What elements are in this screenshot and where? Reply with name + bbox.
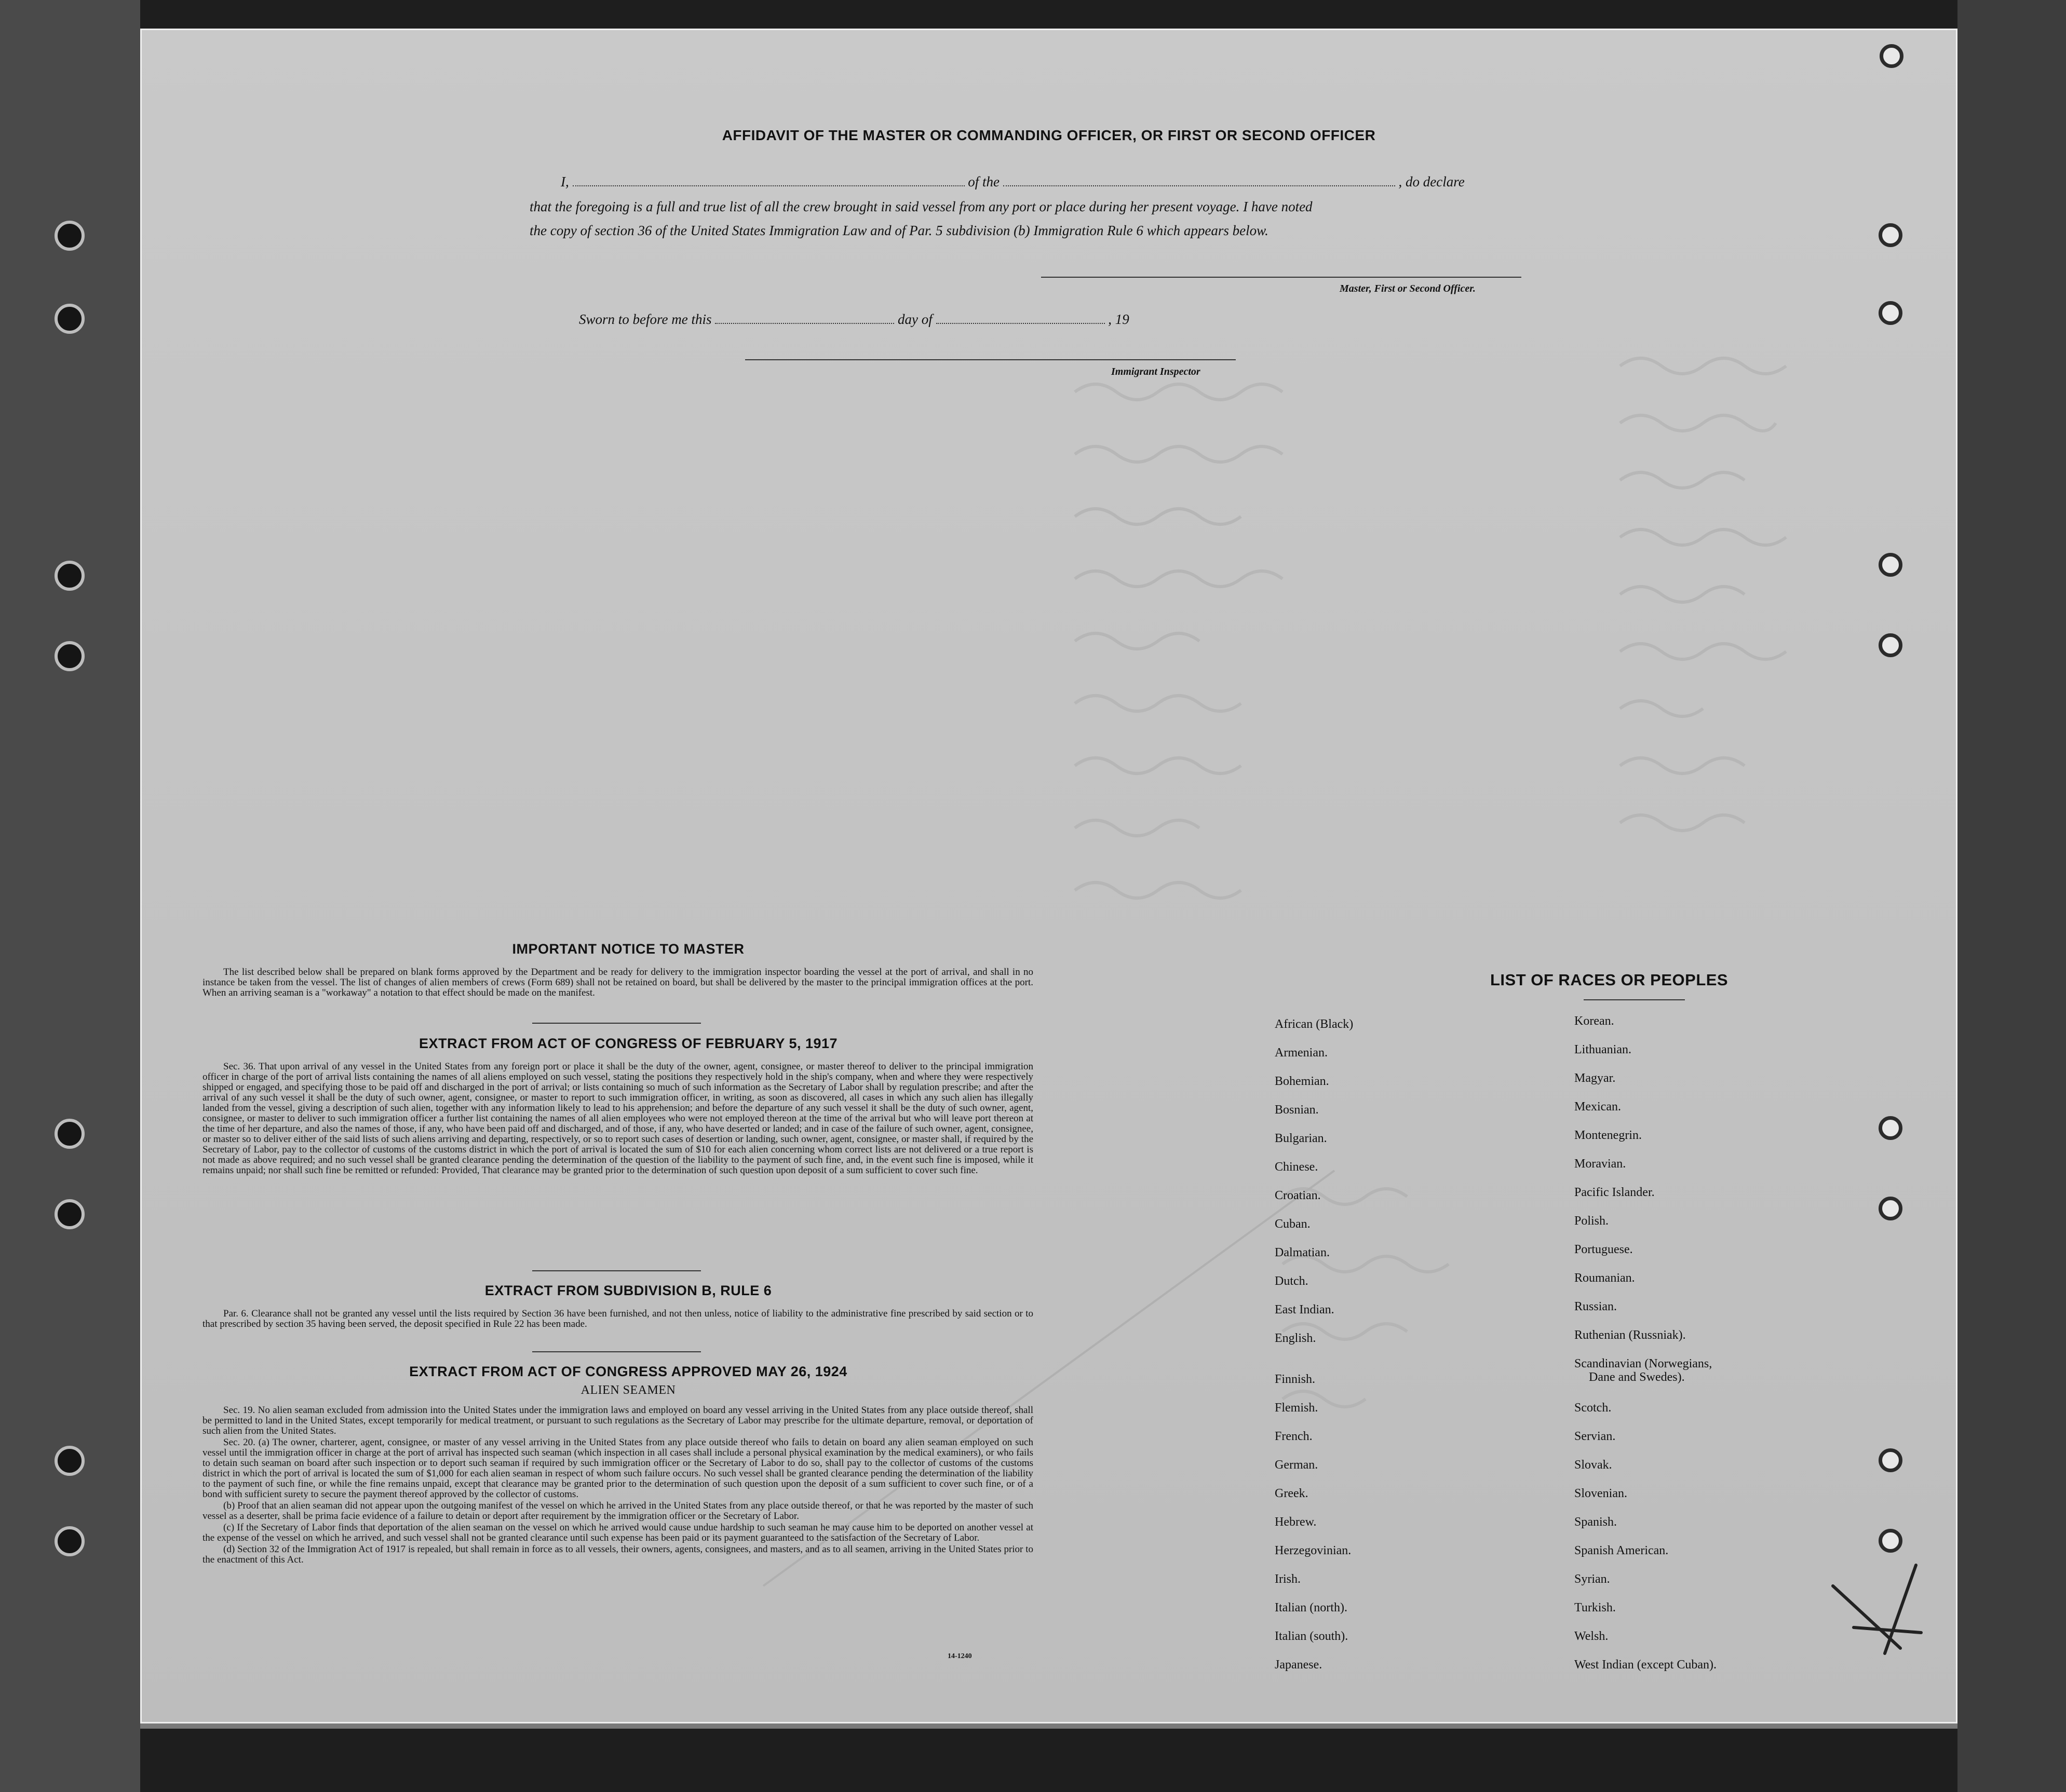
punch-hole-icon (55, 304, 85, 334)
extract-rule6-title: EXTRACT FROM SUBDIVISION B, RULE 6 (484, 1283, 772, 1298)
pencil-annotation-icon (1822, 1555, 1926, 1669)
left-binding-strip (0, 0, 140, 1792)
officer-name-field[interactable] (573, 185, 965, 186)
notice-title: IMPORTANT NOTICE TO MASTER (512, 941, 745, 957)
affidavit-declare-label: , do declare (1398, 174, 1465, 189)
affidavit-of-label: of the (968, 174, 1000, 189)
race-item: Bulgarian. (1275, 1132, 1327, 1145)
notice-text: The list described below shall be prepared on blank forms approved by the Department and be ready for delivery to the immigration inspector boarding the vessel at the port of arrival, and shall in no instance be taken from the vessel. The list of changes of alien members of crews (Form 689) shall not be retained on board, but shall be delivered by the master to the principal immigration offices at the port. When an arriving seaman is a "workaway" a notation to that effect should be made on the manifest. (202, 967, 1033, 998)
notice-body (202, 967, 1033, 999)
extract-1924-title: EXTRACT FROM ACT OF CONGRESS APPROVED MAY 26, 1924 (409, 1364, 847, 1379)
race-item: West Indian (except Cuban). (1574, 1658, 1717, 1672)
punch-hole-icon (55, 1526, 85, 1556)
race-item: Greek. (1275, 1487, 1308, 1500)
punch-hole-icon (55, 1119, 85, 1149)
race-item: Mexican. (1574, 1100, 1621, 1114)
race-item: Dane and Swedes). (1589, 1370, 1685, 1384)
punch-hole-icon (55, 221, 85, 251)
extract-rule6-body (202, 1309, 1033, 1331)
race-item: Herzegovinian. (1275, 1544, 1352, 1557)
race-item: Spanish. (1574, 1515, 1617, 1529)
race-item: Russian. (1574, 1300, 1617, 1313)
vessel-name-field[interactable] (1003, 185, 1395, 186)
extract-1924-p2: Sec. 20. (a) The owner, charterer, agent, consignee, or master of any vessel arriving in the United States from any place outside thereof who fails to detain on board any alien seaman employed on such vessel until the immigration officer in charge at the port of arrival has inspected such seaman (which inspection in all cases shall include a personal physical examination by the medical examiners), or who fails to detain such seaman on board after such inspection or to deport such seaman if required by such immigration officer or the Secretary of Labor to do so, shall pay to the collector of customs of the customs district in which the port of arrival is located the sum of $1,000 for each alien seaman in respect of whom such failure occurs. No such vessel shall be granted clearance pending the determination of the liability to the payment of such fine, or while the fine remains unpaid, except that clearance may be granted prior to the determination of such question upon the deposit of a sum sufficient to cover such fine, or of a bond with sufficient surety to secure the payment thereof approved by the collector of customs. (202, 1437, 1033, 1500)
race-item: Scotch. (1574, 1401, 1612, 1415)
race-item: Pacific Islander. (1574, 1186, 1655, 1199)
extract-1917-text: Sec. 36. That upon arrival of any vessel in the United States from any foreign port or place it shall be the duty of the owner, agent, consignee, or master thereof to deliver to the principal immigration officer in charge of the port of arrival lists containing the names of all aliens employed on such vessel, stating the positions they respectively hold in the ship's company, when and where they were respectively shipped or engaged, and specifying those to be paid off and discharged in the port of arrival; or lists containing so much of such information as the Secretary of Labor shall by regulation prescribe; and after the arrival of any such vessel it shall be the duty of such owner, agent, consignee, or master to report to such immigration officer, in writing, as soon as discovered, all cases in which any such alien has illegally landed from the vessel, giving a description of such alien, together with any information likely to lead to his apprehension; and before the departure of any such vessel it shall be the duty of such owner, agent, consignee, or master to deliver to such immigration officer a further list containing the names of all alien employees who were not employed thereon at the time of the arrival but who will leave port thereon at the time of her departure, and also the names of those, if any, who have been paid off and discharged, and of those, if any, who have deserted or landed; and in case of the failure of such owner, agent, consignee, or master so to deliver either of the said lists of such aliens arriving and departing, respectively, or so to report such cases of desertion or landing, such owner, agent, consignee, or master shall, if required by the Secretary of Labor, pay to the collector of customs of the customs district in which the port of arrival is located the sum of $10 for each alien concerning whom correct lists are not delivered or a true report is not made as above required; and no such vessel shall be granted clearance pending the determination of the question of the liability to the payment of such fine, and, in the event such fine is imposed, while it remains unpaid; nor shall such fine be remitted or refunded: Provided, That clearance may be granted prior to the determination of such question upon deposit of a sum sufficient to cover such fine. (202, 1061, 1033, 1176)
race-item: Ruthenian (Russniak). (1574, 1328, 1686, 1342)
divider (532, 1270, 701, 1271)
affidavit-line-3: the copy of section 36 of the United States Immigration Law and of Par. 5 subdivision (b) Immigration Rule 6 which appears below. (530, 223, 1268, 238)
master-signature-line[interactable] (1041, 277, 1521, 278)
race-item: Cuban. (1275, 1217, 1311, 1231)
race-item: Croatian. (1275, 1189, 1321, 1202)
manifest-page (140, 29, 1957, 1723)
right-scan-edge (1957, 0, 2066, 1792)
inspector-signature-line[interactable] (745, 359, 1236, 360)
divider (1584, 999, 1685, 1000)
race-item: Japanese. (1275, 1658, 1322, 1672)
affidavit-title: AFFIDAVIT OF THE MASTER OR COMMANDING OFFICER, OR FIRST OR SECOND OFFICER (722, 127, 1376, 143)
race-item: Portuguese. (1574, 1243, 1633, 1256)
punch-hole-icon (55, 1199, 85, 1229)
punch-hole-icon (55, 1446, 85, 1476)
race-item: Finnish. (1275, 1373, 1316, 1386)
race-item: Irish. (1275, 1572, 1301, 1586)
race-item: Moravian. (1574, 1157, 1626, 1171)
race-item: East Indian. (1275, 1303, 1334, 1316)
race-item: Roumanian. (1574, 1271, 1635, 1285)
extract-rule6-text: Par. 6. Clearance shall not be granted any vessel until the lists required by Section 36 have been furnished, and not then unless, notice of liability to the administrative fine prescribed by said section or to that prescribed by section 35 having been served, the deposit specified in Rule 22 has been made. (202, 1308, 1033, 1329)
race-item: Spanish American. (1574, 1544, 1669, 1557)
race-item: Scandinavian (Norwegians, (1574, 1357, 1712, 1370)
extract-1924-p4: (c) If the Secretary of Labor finds that deportation of the alien seaman on the vessel on which he arrived would cause undue hardship to such seaman he may cause him to be deported on another vessel at the expense of the vessel on which he arrived, and such vessel shall not be granted clearance until such expense has been paid or its payment guaranteed to the satisfaction of the Secretary of Labor. (202, 1522, 1033, 1543)
master-signature-caption: Master, First or Second Officer. (1340, 283, 1476, 294)
race-item: Chinese. (1275, 1160, 1318, 1174)
race-item: Armenian. (1275, 1046, 1328, 1060)
race-item: Bosnian. (1275, 1103, 1319, 1117)
divider (532, 1351, 701, 1352)
extract-1917-title: EXTRACT FROM ACT OF CONGRESS OF FEBRUARY 5, 1917 (418, 1036, 838, 1051)
race-item: Slovenian. (1574, 1487, 1627, 1500)
extract-1924-p5: (d) Section 32 of the Immigration Act of 1917 is repealed, but shall remain in force as to all vessels, their owners, agents, consignees, and masters, and as to all seamen, arriving in the United States prior to the enactment of this Act. (202, 1544, 1033, 1565)
race-item: Welsh. (1574, 1630, 1609, 1643)
sworn-month-field[interactable] (936, 323, 1105, 324)
races-title: LIST OF RACES OR PEOPLES (1490, 971, 1729, 989)
extract-1924-p1: Sec. 19. No alien seaman excluded from admission into the United States under the immigration laws and employed on board any vessel arriving in the United States from any place outside thereof, shall be permitted to land in the United States, except temporarily for medical treatment, or pursuant to such regulations as the Secretary of Labor may prescribe for the ultimate departure, removal, or deportation of such alien from the United States. (202, 1405, 1033, 1436)
punch-hole-icon (55, 641, 85, 671)
extract-1924-body (202, 1405, 1033, 1566)
race-item: English. (1275, 1332, 1316, 1345)
race-item: Italian (south). (1275, 1630, 1348, 1643)
race-item: Magyar. (1574, 1071, 1616, 1085)
affidavit-i-label: I, (561, 174, 569, 189)
sworn-line (579, 311, 1129, 328)
race-item: Servian. (1574, 1430, 1616, 1443)
race-item: Bohemian. (1275, 1075, 1329, 1088)
race-item: Dalmatian. (1275, 1246, 1330, 1259)
form-number: 14-1240 (948, 1652, 972, 1660)
race-item: Lithuanian. (1574, 1043, 1631, 1056)
race-item: African (Black) (1275, 1017, 1354, 1031)
extract-1924-subtitle: ALIEN SEAMEN (580, 1383, 676, 1397)
extract-1917-body (202, 1062, 1033, 1177)
extract-1924-p3: (b) Proof that an alien seaman did not appear upon the outgoing manifest of the vessel on which he arrived in the United States from any place outside thereof, or that he was reported by the master of such vessel as a deserter, shall be prima facie evidence of a failure to detain or deport after requirement by the immigration officer or the Secretary of Labor. (202, 1500, 1033, 1522)
race-item: Slovak. (1574, 1458, 1612, 1472)
divider (532, 1023, 701, 1024)
sworn-prefix: Sworn to before me this (579, 311, 712, 327)
race-item: Syrian. (1574, 1572, 1610, 1586)
punch-hole-icon (55, 561, 85, 591)
affidavit-line-1 (561, 174, 1465, 190)
race-item: Montenegrin. (1574, 1129, 1642, 1142)
race-item: Hebrew. (1275, 1515, 1317, 1529)
race-item: Dutch. (1275, 1274, 1308, 1288)
sworn-day-label: day of (898, 311, 933, 327)
race-item: Flemish. (1275, 1401, 1318, 1415)
inspector-caption: Immigrant Inspector (1111, 366, 1200, 377)
race-item: German. (1275, 1458, 1318, 1472)
race-item: Italian (north). (1275, 1601, 1347, 1614)
race-item: Turkish. (1574, 1601, 1616, 1614)
race-item: French. (1275, 1430, 1313, 1443)
affidavit-line-2: that the foregoing is a full and true list of all the crew brought in said vessel from any port or place during her present voyage. I have noted (530, 199, 1313, 214)
sworn-day-field[interactable] (715, 323, 894, 324)
sworn-year-label: , 19 (1108, 311, 1129, 327)
race-item: Polish. (1574, 1214, 1609, 1228)
race-item: Korean. (1574, 1014, 1614, 1028)
